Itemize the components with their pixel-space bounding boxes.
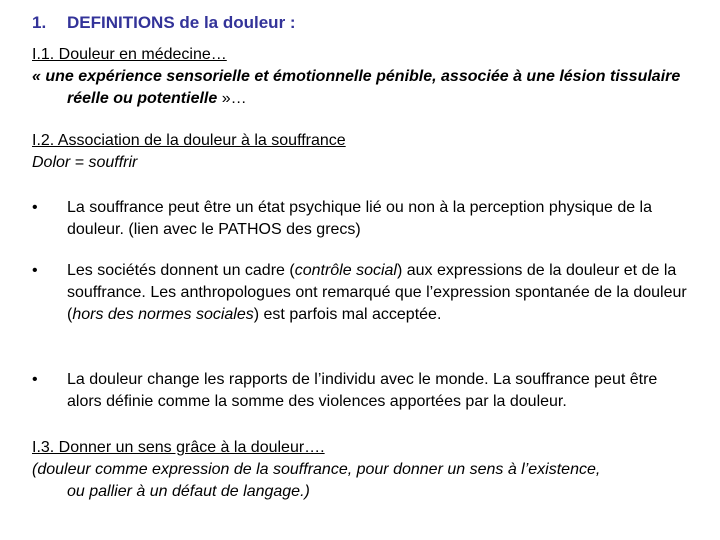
section-2-header (32, 130, 346, 174)
section-3-heading: I.3. Donner un sens grâce à la douleur…. (32, 439, 325, 456)
section-2-heading: I.2. Association de la douleur à la souffrance (32, 132, 346, 149)
text: ) aux expressions de la douleur et de la souffrance. Les anthropologues ont remarqué que l’expression spontanée de la douleur ( (67, 262, 687, 323)
quote-open: « (32, 68, 46, 85)
page-title (32, 13, 296, 33)
section-3-text-line1: (douleur comme expression de la souffrance, pour donner un sens à l’existence, (32, 461, 601, 478)
emphasis: contrôle social (294, 262, 397, 279)
section-3 (32, 437, 702, 503)
definition-quote (32, 66, 702, 110)
quote-close: »… (217, 90, 247, 107)
section-1-heading: I.1. Douleur en médecine… (32, 46, 227, 63)
bullet-text: La douleur change les rapports de l’individu avec le monde. La souffrance peut être alors définie comme la somme des violences apportées par la douleur. (67, 371, 658, 410)
section-3-text-line2: ou pallier à un défaut de langage.) (67, 483, 310, 500)
section-1 (32, 44, 702, 110)
text: ) est parfois mal acceptée. (253, 306, 442, 323)
bullet-icon: • (32, 199, 38, 216)
bullet-icon: • (32, 262, 38, 279)
bullet-item (32, 369, 692, 413)
title-text: DEFINITIONS de la douleur : (67, 13, 296, 32)
section-2-subtitle: Dolor = souffrir (32, 154, 138, 171)
bullet-icon: • (32, 371, 38, 388)
bullet-text (67, 260, 692, 326)
title-number: 1. (32, 13, 47, 32)
bullet-text: La souffrance peut être un état psychique lié ou non à la perception physique de la douleur. (lien avec le PATHOS des grecs) (67, 199, 653, 238)
text: Les sociétés donnent un cadre ( (67, 262, 295, 279)
emphasis: hors des normes sociales (72, 306, 254, 323)
quote-text: une expérience sensorielle et émotionnelle pénible, associée à une lésion tissulaire réelle ou potentielle (45, 68, 681, 107)
bullet-item (32, 260, 692, 326)
bullet-item (32, 197, 692, 241)
